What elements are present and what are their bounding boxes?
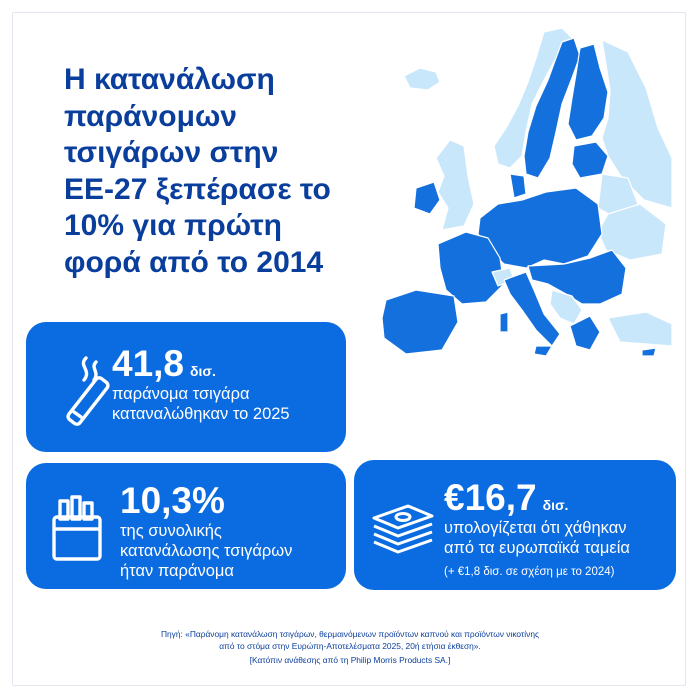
stat-description-line: παράνομα τσιγάρα [112,385,250,403]
map-region-baltics [572,142,608,178]
map-region-denmark [510,174,526,198]
source-line: από το στόμα στην Ευρώπη-Αποτελέσματα 2025, 20ή ετήσια έκθεση». [219,641,481,651]
stat-card-illicit-share [26,463,346,589]
map-region-ireland [414,182,440,214]
money-stack-icon [368,500,438,556]
headline: Η κατανάλωση παράνομων τσιγάρων στην ΕΕ-27 ξεπέρασε το 10% για πρώτη φορά από το 2014 [64,63,331,279]
map-region-turkey [608,312,672,346]
map-region-sicily [534,346,552,356]
stat-card-lost-revenue [354,460,676,590]
stat-description-line: καταναλώθηκαν το 2025 [112,405,290,423]
stat-description-line: υπολογίζεται ότι χάθηκαν [444,519,627,537]
source-line: Πηγή: «Παράνομη κατανάλωση τσιγάρων, θερμαινόμενων προϊόντων καπνού και προϊόντων νικοτίνης [160,629,540,639]
map-region-cyprus [642,348,656,356]
stat-value: €16,7 [444,477,537,518]
europe-map [376,28,672,358]
stat-card-illicit-cigarettes [26,322,346,452]
map-region-iberia [382,290,458,354]
stat-description-line: της συνολικής [120,522,222,540]
cigarette-pack-icon [48,493,108,565]
stat-note: (+ €1,8 δισ. σε σχέση με το 2024) [444,566,615,578]
stat-unit: δισ. [190,363,216,379]
stat-unit: δισ. [542,497,569,513]
source-credit: [Κατόπιν ανάθεσης από τη Philip Morris Products SA.] [249,655,451,665]
stat-description-line: κατανάλωσης τσιγάρων [120,542,293,560]
map-region-sardinia [500,312,508,332]
stat-value: 10,3% [120,480,225,521]
stat-description-line: ήταν παράνομα [120,562,234,580]
stat-value: 41,8 [112,343,185,384]
map-region-iceland [404,68,440,90]
map-region-uk [436,140,474,230]
stat-description-line: από τα ευρωπαϊκά ταμεία [444,539,630,557]
source-footnote [20,628,680,666]
